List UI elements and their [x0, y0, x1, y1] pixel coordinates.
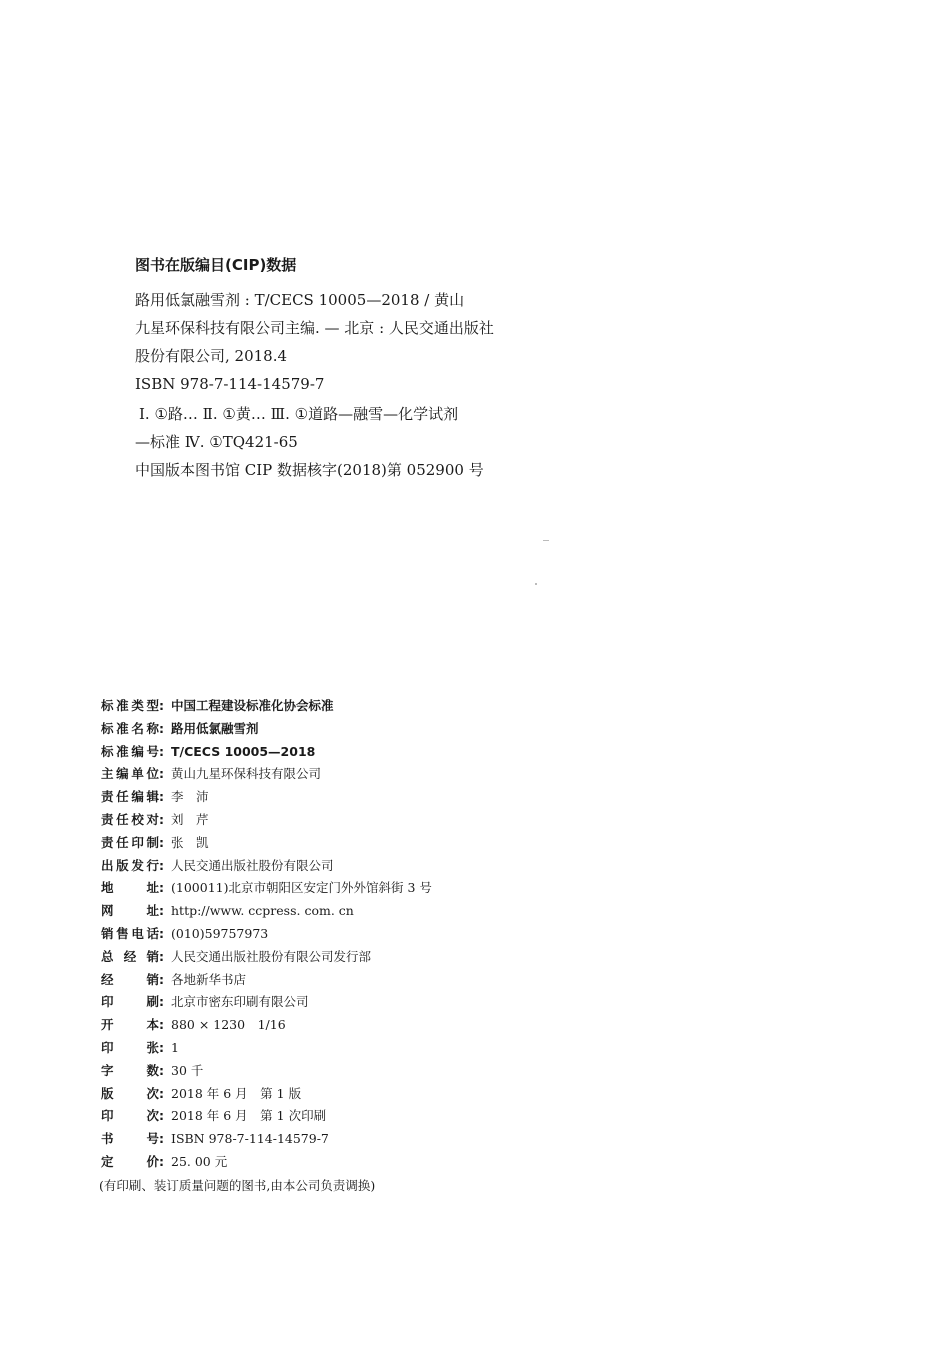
cip-block	[135, 254, 595, 484]
spec-row	[101, 970, 621, 993]
spec-value: 张 凯	[171, 834, 209, 850]
spec-colon: :	[159, 1108, 164, 1124]
spec-row	[101, 1152, 621, 1175]
spec-value: 2018 年 6 月 第 1 版	[171, 1085, 302, 1101]
spec-label: 销 售 电 话	[101, 925, 159, 941]
spec-value: 李 沛	[171, 789, 209, 805]
spec-label: 标 准 类 型	[101, 698, 159, 713]
spec-label: 总 经 销	[101, 948, 159, 964]
spec-value: 黄山九星环保科技有限公司	[171, 766, 322, 782]
spec-row	[101, 901, 621, 924]
spec-label: 出 版 发 行	[101, 857, 159, 873]
spec-label: 标 准 名 称	[101, 720, 159, 736]
spec-value: ISBN 978-7-114-14579-7	[171, 1131, 329, 1147]
publication-specs	[101, 696, 621, 1198]
spec-label: 版 次	[101, 1085, 159, 1101]
spec-row	[101, 1038, 621, 1061]
spec-label: 定 价	[101, 1153, 159, 1169]
spec-row	[101, 856, 621, 879]
spec-value: T/CECS 10005—2018	[171, 743, 316, 759]
spec-value: 路用低氯融雪剂	[171, 720, 259, 736]
spec-colon: :	[159, 720, 164, 736]
spec-label: 责 任 校 对	[101, 811, 159, 827]
spec-label: 开 本	[101, 1017, 159, 1033]
scan-speck	[543, 540, 549, 541]
spec-colon: :	[159, 1062, 164, 1078]
cip-line: 股份有限公司, 2018.4	[135, 347, 288, 365]
spec-row	[101, 992, 621, 1015]
spec-colon: :	[159, 766, 164, 782]
spec-value: (100011)北京市朝阳区安定门外外馆斜街 3 号	[171, 880, 432, 896]
spec-value: 北京市密东印刷有限公司	[171, 994, 309, 1010]
cip-title: 图书在版编目(CIP)数据	[135, 256, 297, 274]
spec-value: 880 × 1230 1/16	[171, 1017, 286, 1033]
spec-row	[101, 1129, 621, 1152]
spec-row	[101, 742, 621, 765]
spec-colon: :	[159, 948, 164, 964]
spec-row	[101, 764, 621, 787]
cip-line: ISBN 978-7-114-14579-7	[135, 375, 325, 393]
spec-colon: :	[159, 903, 164, 919]
cip-line: 九星环保科技有限公司主编. — 北京 : 人民交通出版社	[135, 319, 494, 337]
spec-label: 责 任 编 辑	[101, 789, 159, 805]
spec-colon: :	[159, 971, 164, 987]
spec-label: 字 数	[101, 1062, 159, 1078]
spec-row	[101, 1084, 621, 1107]
spec-label: 标 准 编 号	[101, 743, 159, 759]
spec-value: 各地新华书店	[171, 971, 247, 987]
cip-line: 中国版本图书馆 CIP 数据核字(2018)第 052900 号	[135, 461, 484, 479]
spec-label: 主 编 单 位	[101, 766, 159, 782]
spec-row	[101, 1015, 621, 1038]
cip-line: 路用低氯融雪剂 : T/CECS 10005—2018 / 黄山	[135, 291, 465, 309]
spec-row	[101, 810, 621, 833]
scan-speck	[535, 583, 537, 585]
spec-value: 人民交通出版社股份有限公司	[171, 857, 334, 873]
spec-row	[101, 1106, 621, 1129]
spec-colon: :	[159, 1085, 164, 1101]
spec-row	[101, 696, 621, 719]
spec-colon: :	[159, 925, 164, 941]
spec-value: 30 千	[171, 1062, 204, 1078]
spec-value: (010)59757973	[171, 925, 269, 941]
spec-value: 人民交通出版社股份有限公司发行部	[171, 948, 372, 964]
spec-colon: :	[159, 1153, 164, 1169]
spec-colon: :	[159, 994, 164, 1010]
spec-row	[101, 787, 621, 810]
spec-colon: :	[159, 1017, 164, 1033]
spec-colon: :	[159, 857, 164, 873]
spec-value: 刘 芹	[171, 811, 209, 827]
spec-label: 经 销	[101, 971, 159, 987]
spec-label: 责 任 印 制	[101, 834, 159, 850]
spec-colon: :	[159, 880, 164, 896]
spec-colon: :	[159, 811, 164, 827]
spec-value: 25. 00 元	[171, 1153, 228, 1169]
spec-row	[101, 878, 621, 901]
cip-line: Ⅰ. ①路… Ⅱ. ①黄… Ⅲ. ①道路—融雪—化学试剂	[139, 405, 459, 423]
spec-value: 1	[171, 1039, 179, 1055]
spec-colon: :	[159, 698, 164, 713]
spec-label: 地 址	[101, 880, 159, 896]
spec-label: 网 址	[101, 903, 159, 919]
spec-label: 印 次	[101, 1108, 159, 1124]
cip-line: —标准 Ⅳ. ①TQ421-65	[135, 433, 298, 451]
spec-value: 2018 年 6 月 第 1 次印刷	[171, 1108, 327, 1124]
spec-colon: :	[159, 1039, 164, 1055]
spec-colon: :	[159, 789, 164, 805]
spec-value: http://www. ccpress. com. cn	[171, 903, 354, 919]
spec-row	[101, 924, 621, 947]
spec-colon: :	[159, 1131, 164, 1147]
spec-label: 书 号	[101, 1131, 159, 1147]
spec-label: 印 张	[101, 1039, 159, 1055]
spec-row	[101, 947, 621, 970]
spec-row	[101, 833, 621, 856]
spec-row	[101, 1061, 621, 1084]
spec-row	[101, 719, 621, 742]
spec-value: 中国工程建设标准化协会标准	[171, 698, 334, 713]
spec-colon: :	[159, 834, 164, 850]
spec-colon: :	[159, 743, 164, 759]
quality-note: (有印刷、装订质量问题的图书,由本公司负责调换)	[99, 1177, 376, 1193]
spec-label: 印 刷	[101, 994, 159, 1010]
